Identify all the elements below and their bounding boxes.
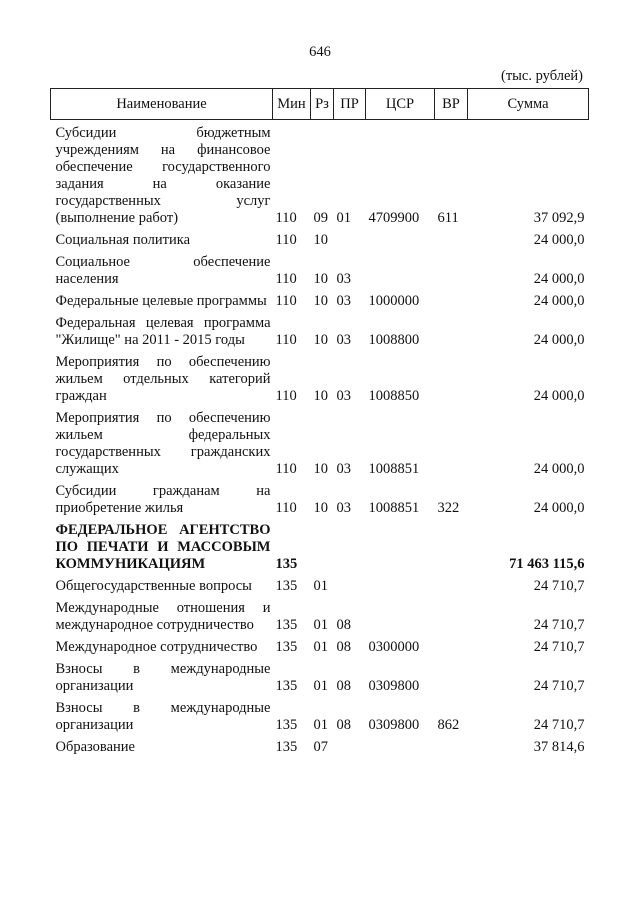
cell-min: 110 bbox=[275, 293, 297, 309]
cell-name bbox=[51, 634, 273, 656]
table-row bbox=[51, 478, 589, 517]
cell-vr bbox=[435, 595, 468, 634]
table-row bbox=[51, 517, 589, 573]
cell-vr bbox=[435, 288, 468, 310]
cell-rz: 10 bbox=[313, 332, 328, 348]
row-name-text: Международные отношения и международное сотрудничество bbox=[55, 600, 271, 633]
cell-csr bbox=[366, 249, 435, 288]
cell-name bbox=[51, 288, 273, 310]
page-number: 646 bbox=[309, 44, 331, 60]
table-row bbox=[51, 288, 589, 310]
cell-name bbox=[51, 310, 273, 349]
cell-pr: 03 bbox=[336, 388, 351, 404]
row-name-text: Мероприятия по обеспечению жильем федеральных государственных гражданских служащих bbox=[55, 410, 271, 477]
cell-csr: 0300000 bbox=[368, 639, 420, 655]
cell-pr: 08 bbox=[336, 717, 351, 733]
cell-pr: 01 bbox=[336, 210, 351, 226]
table-row bbox=[51, 595, 589, 634]
cell-min: 135 bbox=[275, 556, 298, 572]
cell-vr bbox=[435, 227, 468, 249]
cell-vr bbox=[435, 405, 468, 478]
cell-rz: 07 bbox=[313, 739, 328, 755]
cell-vr: 611 bbox=[437, 210, 459, 226]
table-row bbox=[51, 227, 589, 249]
table-header-row bbox=[51, 89, 589, 120]
cell-sum: 24 710,7 bbox=[533, 639, 585, 655]
cell-rz: 10 bbox=[313, 388, 328, 404]
row-name-text: Общегосударственные вопросы bbox=[55, 578, 252, 594]
row-name-text: Международное сотрудничество bbox=[55, 639, 258, 655]
row-name-text: Социальная политика bbox=[55, 232, 191, 248]
cell-vr bbox=[435, 634, 468, 656]
header-csr: ЦСР bbox=[366, 89, 435, 120]
cell-name bbox=[51, 734, 273, 756]
cell-sum: 24 000,0 bbox=[533, 500, 585, 516]
cell-csr bbox=[366, 734, 435, 756]
cell-min: 135 bbox=[275, 717, 298, 733]
header-vr: ВР bbox=[435, 89, 468, 120]
cell-rz: 01 bbox=[313, 678, 328, 694]
cell-pr: 03 bbox=[336, 500, 351, 516]
cell-vr bbox=[435, 734, 468, 756]
table-row bbox=[51, 405, 589, 478]
cell-csr: 1008850 bbox=[368, 388, 420, 404]
cell-name bbox=[51, 517, 273, 573]
cell-csr bbox=[366, 227, 435, 249]
cell-rz: 01 bbox=[313, 578, 328, 594]
cell-min: 110 bbox=[275, 332, 297, 348]
cell-sum: 24 000,0 bbox=[533, 461, 585, 477]
cell-sum: 24 000,0 bbox=[533, 332, 585, 348]
cell-rz: 01 bbox=[313, 639, 328, 655]
cell-pr: 03 bbox=[336, 293, 351, 309]
table-row bbox=[51, 656, 589, 695]
cell-vr bbox=[435, 573, 468, 595]
cell-vr: 862 bbox=[437, 717, 460, 733]
budget-table bbox=[50, 88, 589, 756]
cell-vr bbox=[435, 656, 468, 695]
cell-sum: 24 710,7 bbox=[533, 678, 585, 694]
row-name-text: Федеральная целевая программа "Жилище" на 2011 - 2015 годы bbox=[55, 315, 271, 348]
row-name-text: Федеральные целевые программы bbox=[55, 293, 267, 309]
table-row bbox=[51, 310, 589, 349]
cell-pr: 03 bbox=[336, 461, 351, 477]
cell-csr: 1008851 bbox=[368, 461, 420, 477]
cell-pr bbox=[334, 734, 366, 756]
cell-pr: 08 bbox=[336, 678, 351, 694]
cell-name bbox=[51, 227, 273, 249]
cell-min: 135 bbox=[275, 678, 298, 694]
cell-name bbox=[51, 656, 273, 695]
cell-vr: 322 bbox=[437, 500, 460, 516]
cell-sum: 71 463 115,6 bbox=[509, 556, 585, 572]
cell-sum: 24 710,7 bbox=[533, 617, 585, 633]
cell-sum: 24 000,0 bbox=[533, 293, 585, 309]
cell-pr: 03 bbox=[336, 271, 351, 287]
table-row bbox=[51, 734, 589, 756]
cell-rz: 10 bbox=[313, 232, 328, 248]
cell-csr: 1000000 bbox=[368, 293, 420, 309]
cell-name bbox=[51, 478, 273, 517]
cell-rz: 10 bbox=[313, 500, 328, 516]
cell-csr: 0309800 bbox=[368, 717, 420, 733]
cell-sum: 24 000,0 bbox=[533, 232, 585, 248]
cell-name bbox=[51, 249, 273, 288]
cell-rz: 10 bbox=[313, 461, 328, 477]
cell-csr: 1008851 bbox=[368, 500, 420, 516]
row-name-text: Взносы в международные организации bbox=[55, 661, 271, 694]
row-name-text: Социальное обеспечение населения bbox=[55, 254, 271, 287]
table-row bbox=[51, 573, 589, 595]
cell-csr bbox=[366, 517, 435, 573]
cell-min: 110 bbox=[275, 461, 297, 477]
row-name-text: ФЕДЕРАЛЬНОЕ АГЕНТСТВО ПО ПЕЧАТИ И МАССОВЫМ КОММУНИКАЦИЯМ bbox=[55, 522, 271, 572]
cell-vr bbox=[435, 310, 468, 349]
header-rz: Рз bbox=[311, 89, 334, 120]
cell-sum: 24 000,0 bbox=[533, 271, 585, 287]
cell-min: 135 bbox=[275, 739, 298, 755]
cell-pr: 08 bbox=[336, 617, 351, 633]
cell-min: 110 bbox=[275, 271, 297, 287]
cell-sum: 24 000,0 bbox=[533, 388, 585, 404]
row-name-text: Субсидии бюджетным учреждениям на финансовое обеспечение государственного задания на оказание государственных услуг (выполнение работ) bbox=[55, 125, 271, 226]
cell-pr: 03 bbox=[336, 332, 351, 348]
cell-sum: 24 710,7 bbox=[533, 578, 585, 594]
cell-sum: 37 814,6 bbox=[533, 739, 585, 755]
table-row bbox=[51, 249, 589, 288]
cell-name bbox=[51, 120, 273, 228]
cell-min: 135 bbox=[275, 617, 298, 633]
row-name-text: Взносы в международные организации bbox=[55, 700, 271, 733]
cell-rz: 01 bbox=[313, 717, 328, 733]
table-body bbox=[51, 120, 589, 757]
cell-min: 110 bbox=[275, 388, 297, 404]
cell-csr: 0309800 bbox=[368, 678, 420, 694]
cell-pr bbox=[334, 573, 366, 595]
cell-name bbox=[51, 695, 273, 734]
cell-min: 110 bbox=[275, 232, 297, 248]
cell-name bbox=[51, 573, 273, 595]
cell-name bbox=[51, 349, 273, 405]
cell-sum: 37 092,9 bbox=[533, 210, 585, 226]
cell-vr bbox=[435, 517, 468, 573]
cell-vr bbox=[435, 349, 468, 405]
cell-min: 110 bbox=[275, 500, 297, 516]
header-name: Наименование bbox=[51, 89, 273, 120]
cell-rz: 10 bbox=[313, 293, 328, 309]
cell-rz: 10 bbox=[313, 271, 328, 287]
cell-name bbox=[51, 405, 273, 478]
cell-vr bbox=[435, 249, 468, 288]
table-row bbox=[51, 120, 589, 228]
row-name-text: Мероприятия по обеспечению жильем отдельных категорий граждан bbox=[55, 354, 271, 404]
cell-rz: 09 bbox=[313, 210, 328, 226]
cell-pr bbox=[334, 227, 366, 249]
cell-min: 135 bbox=[275, 578, 298, 594]
header-pr: ПР bbox=[334, 89, 366, 120]
cell-sum: 24 710,7 bbox=[533, 717, 585, 733]
cell-csr: 1008800 bbox=[368, 332, 420, 348]
cell-pr bbox=[334, 517, 366, 573]
header-min: Мин bbox=[273, 89, 311, 120]
cell-pr: 08 bbox=[336, 639, 351, 655]
cell-csr bbox=[366, 595, 435, 634]
table-row bbox=[51, 634, 589, 656]
cell-csr: 4709900 bbox=[368, 210, 420, 226]
row-name-text: Образование bbox=[55, 739, 135, 755]
cell-rz bbox=[311, 517, 334, 573]
cell-csr bbox=[366, 573, 435, 595]
cell-rz: 01 bbox=[313, 617, 328, 633]
header-sum: Сумма bbox=[468, 89, 589, 120]
units-note: (тыс. рублей) bbox=[501, 68, 583, 84]
row-name-text: Субсидии гражданам на приобретение жилья bbox=[55, 483, 271, 516]
table-row bbox=[51, 695, 589, 734]
cell-min: 110 bbox=[275, 210, 297, 226]
cell-name bbox=[51, 595, 273, 634]
cell-min: 135 bbox=[275, 639, 298, 655]
table-row bbox=[51, 349, 589, 405]
